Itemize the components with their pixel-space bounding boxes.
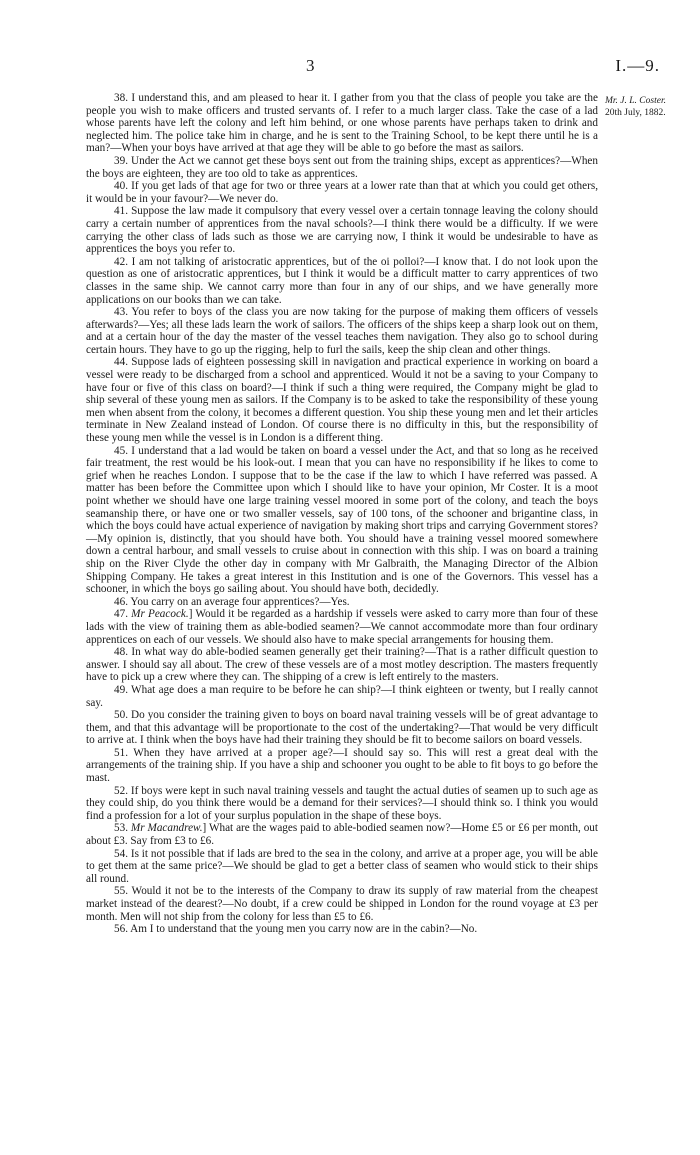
paragraph-text: 52. If boys were kept in such naval training vessels and taught the actual duties of seamen up to such age as they could ship, do you think there would be a demand for their services?—I should think so. I think you would find a profession for a lot of your surplus population in the shape of these boys. [86,784,598,822]
question-answer-paragraph [86,445,598,596]
question-number: 53. [114,822,131,835]
question-answer-paragraph [86,155,598,180]
paragraph-text: 46. You carry on an average four apprentices?—Yes. [114,595,350,608]
paragraph-text: 48. In what way do able-bodied seamen generally get their training?—That is a rather difficult question to answer. I should say all about. The crew of these vessels are of a most motley description. The masters frequently have to pick up a crew where they can. The shipping of a crew is left entirely to the masters. [86,646,598,684]
evidence-body [86,92,598,936]
question-answer-paragraph [86,923,598,936]
question-answer-paragraph [86,205,598,255]
question-answer-paragraph [86,646,598,684]
paragraph-text: 45. I understand that a lad would be taken on board a vessel under the Act, and that so long as he received fair treatment, the rest would be his look-out. I mean that you can have no responsibility if he likes to come to grief when he reaches London. I suppose that to be the case if the law to which I have referred was passed. A matter has been before the Committee upon which I should like to have your opinion, Mr Coster. It is a moot point whether we should have one large training vessel moored in some port of the colony, and teach the boys seamanship there, or have one or two smaller vessels, say of 100 tons, of the schooner and brigantine class, in which the boys could have actual experience of navigation by making short trips and carrying Government stores?—My opinion is, distinctly, that you should have both. You should have a training vessel moored somewhere down a central harbour, and small vessels to cruise about in connection with this ship. I was on board a training ship on the River Clyde the other day in company with Mr Galbraith, the Managing Director of the Albion Shipping Company. He takes a great interest in this Institution and is one of the Governors. This vessel has a schooner, in which the boys go sailing about. You should have both, decidedly. [86,444,598,596]
paragraph-text: 56. Am I to understand that the young men you carry now are in the cabin?—No. [114,923,478,936]
paragraph-text: 41. Suppose the law made it compulsory that every vessel over a certain tonnage leaving the colony should carry a certain number of apprentices from the naval schools?—I think there would be a difficulty. If we were carrying the other class of lads such as those we are carrying now, I think it would be undesirable to have as apprentices the boys you refer to. [86,205,598,256]
question-answer-paragraph [86,256,598,306]
question-answer-paragraph [86,747,598,785]
paragraph-text: 50. Do you consider the training given to boys on board naval training vessels will be of great advantage to them, and that this advantage will be proportionate to the cost of the undertaking?—That would be very difficult to arrive at. I think when the boys have had their training they should be fit to become sailors on board vessels. [86,709,598,747]
question-answer-paragraph [86,180,598,205]
paragraph-text: 40. If you get lads of that age for two or three years at a lower rate than that at which you could get others, it would be in your favour?—We never do. [86,180,598,205]
document-reference: I.—9. [615,56,660,75]
question-answer-paragraph [86,306,598,356]
speaker-name: Mr Peacock. [131,608,189,621]
paragraph-text: ] Would it be regarded as a hardship if vessels were asked to carry more than four of these lads with the view of training them as able-bodied seamen?—We cannot accommodate more than four ordinary apprentices on each of our vessels. We should also have to make special arrangements for housing them. [86,608,599,646]
paragraph-text: 42. I am not talking of aristocratic apprentices, but of the oi polloi?—I know that. I do not look upon the question as one of aristocratic apprentices, but I think it would be a difficult matter to carry apprentices of two classes in the same ship. We cannot carry more than four in any of our ships, and we have generally more applications on our books than we can take. [86,255,598,306]
question-answer-paragraph [86,608,598,646]
paragraph-text: 44. Suppose lads of eighteen possessing skill in navigation and practical experience in working on board a vessel were ready to be discharged from a school and apprenticed. Would it not be a saving to your Company to have four or five of this class on board?—I think if such a thing were required, the Company might be glad to ship several of these young men as sailors. If the Company is to be asked to take the responsibility of these young men when absent from the colony, it becomes a different question. You ship these young men and let their articles terminate in New Zealand instead of London. Of course there is no difficulty in this, but the responsibility of these young men while the vessel is in London is a different thing. [86,356,598,445]
page-number: 3 [306,56,315,75]
question-answer-paragraph [86,822,598,847]
question-number: 47. [114,608,132,621]
paragraph-text: ] What are the wages paid to able-bodied seamen now?—Home £5 or £6 per month, out about £3. Say from £3 to £6. [86,822,599,848]
evidence-date: 20th July, 1882. [605,108,666,118]
paragraph-text: 49. What age does a man require to be before he can ship?—I think eighteen or twenty, but I really cannot say. [86,683,598,709]
witness-name: Mr. J. L. Coster. [605,96,666,106]
paragraph-text: 39. Under the Act we cannot get these boys sent out from the training ships, except as apprentices?—When the boys are eighteen, they are too old to take as apprentices. [86,154,598,180]
paragraph-text: 51. When they have arrived at a proper age?—I should say so. This will rest a great deal with the arrangements of the training ship. If you have a ship and schooner you ought to be able to fit boys to go before the mast. [86,746,598,785]
question-answer-paragraph [86,885,598,923]
question-answer-paragraph [86,92,598,155]
question-answer-paragraph [86,709,598,747]
question-answer-paragraph [86,596,598,609]
paragraph-text: 43. You refer to boys of the class you are now taking for the purpose of making them officers of vessels afterwards?—Yes; all these lads learn the work of sailors. The officers of the ships keep a sharp look out on them, and at a certain hour of the day the master of the vessel teaches them navigation. They also go to school during certain hours. They have to go up the rigging, help to furl the sails, keep the ship clean and other things. [86,306,598,356]
question-answer-paragraph [86,785,598,823]
question-answer-paragraph [86,848,598,886]
speaker-name: Mr Macandrew. [130,822,203,835]
question-answer-paragraph [86,684,598,709]
paragraph-text: 38. I understand this, and am pleased to hear it. I gather from you that the class of people you take are the people you wish to make officers and trusted servants of. I refer to a much larger class. Take the case of a lad whose parents have left the colony and left him behind, or one whose parents have perhaps taken to drink and neglected him. The police take him in charge, and he is sent to the Training School, to be kept there until he is a man?—When your boys have arrived at that age they will be able to go before the mast as sailors. [86,92,598,155]
paragraph-text: 54. Is it not possible that if lads are bred to the sea in the colony, and arrive at a proper age, you will be able to get them at the same price?—We should be glad to get a better class of seamen who would stick to their ships all round. [86,847,598,885]
question-answer-paragraph [86,356,598,444]
margin-note [605,95,697,119]
paragraph-text: 55. Would it not be to the interests of the Company to draw its supply of raw material from the cheapest market instead of the dearest?—No doubt, if a crew could be shipped in London for the round voyage at £3 per month. Men will not ship from the colony for less than £5 to £6. [86,885,598,923]
